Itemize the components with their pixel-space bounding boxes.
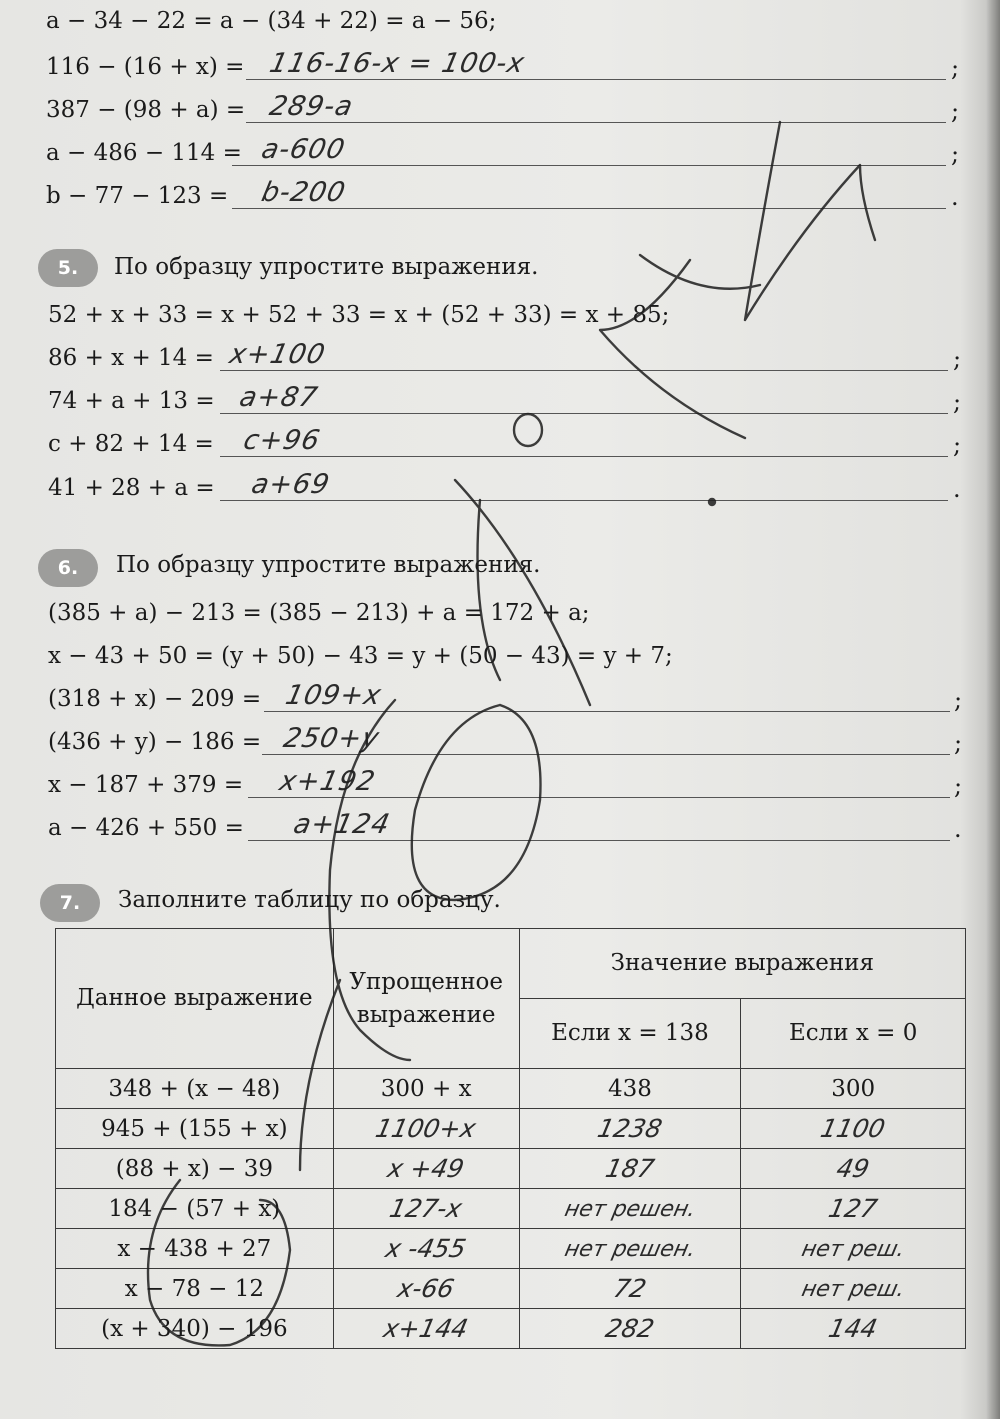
cell-given: 184 − (57 + x): [56, 1189, 334, 1229]
task5-row-1-answer: x+100: [226, 339, 329, 370]
task4-row-4-expr: b − 77 − 123 =: [46, 183, 229, 209]
handwritten-answer: x -455: [383, 1234, 469, 1263]
header-if-0: Если x = 0: [741, 999, 966, 1069]
task5-row-1-expr: 86 + x + 14 =: [48, 345, 214, 371]
table-row: [56, 1229, 966, 1269]
answer-line: [220, 413, 948, 414]
cell-given: (88 + x) − 39: [56, 1149, 334, 1189]
task-7-title: Заполните таблицу по образцу.: [118, 887, 501, 913]
task4-row-1-expr: 116 − (16 + x) =: [46, 54, 245, 80]
scribble-stroke: [412, 705, 541, 900]
cell-value-0: [741, 1189, 966, 1229]
cell-value-0: [741, 1109, 966, 1149]
cell-given: 348 + (x − 48): [56, 1069, 334, 1109]
task6-example-2: x − 43 + 50 = (y + 50) − 43 = y + (50 − 43) = y + 7;: [48, 643, 673, 669]
task-6-badge: 6.: [38, 549, 98, 587]
handwritten-answer: нет реш.: [799, 1236, 908, 1262]
task6-row-1-expr: (318 + x) − 209 =: [48, 686, 262, 712]
answer-line: [262, 754, 950, 755]
cell-value-138: 438: [519, 1069, 741, 1109]
handwritten-answer: нет решен.: [562, 1236, 698, 1262]
cell-value-138: [519, 1269, 741, 1309]
task5-row-3-expr: c + 82 + 14 =: [48, 431, 214, 457]
row-end-mark: ;: [954, 772, 963, 800]
answer-line: [232, 165, 946, 166]
cell-value-0: 300: [741, 1069, 966, 1109]
answer-line: [232, 208, 946, 209]
cell-value-0: [741, 1229, 966, 1269]
task-7-badge: 7.: [40, 884, 100, 922]
row-end-mark: .: [953, 475, 961, 503]
scribble-stroke: [640, 255, 760, 289]
table-row: [56, 1109, 966, 1149]
task4-row-2-expr: 387 − (98 + a) =: [46, 97, 246, 123]
task5-row-4-expr: 41 + 28 + a =: [48, 475, 215, 501]
header-value: Значение выражения: [519, 929, 965, 999]
handwritten-answer: 127-x: [387, 1194, 466, 1223]
handwritten-answer: x+144: [381, 1314, 471, 1343]
task6-row-4-expr: a − 426 + 550 =: [48, 815, 244, 841]
row-end-mark: ;: [951, 140, 960, 168]
cell-value-138: [519, 1149, 741, 1189]
handwritten-answer: 144: [826, 1314, 881, 1343]
row-end-mark: ;: [954, 729, 963, 757]
cell-value-138: [519, 1189, 741, 1229]
answer-line: [248, 840, 950, 841]
task-5-badge: 5.: [38, 249, 98, 287]
task5-row-2-answer: a+87: [236, 382, 321, 413]
answer-line: [248, 797, 950, 798]
cell-simplified: [333, 1189, 519, 1229]
task6-row-3-answer: x+192: [276, 766, 379, 797]
answer-line: [246, 122, 946, 123]
task5-example: 52 + x + 33 = x + 52 + 33 = x + (52 + 33) = x + 85;: [48, 302, 670, 328]
task4-row-3-answer: a-600: [258, 134, 349, 165]
task6-row-2-expr: (436 + y) − 186 =: [48, 729, 262, 755]
handwritten-answer: 49: [834, 1154, 873, 1183]
cell-given: (x + 340) − 196: [56, 1309, 334, 1349]
handwritten-answer: нет решен.: [562, 1196, 698, 1222]
task4-row-3-expr: a − 486 − 114 =: [46, 140, 242, 166]
cell-value-0: [741, 1309, 966, 1349]
answer-line: [264, 711, 950, 712]
handwritten-answer: x +49: [385, 1154, 468, 1183]
table-row: [56, 1149, 966, 1189]
task6-row-3-expr: x − 187 + 379 =: [48, 772, 244, 798]
header-if-138: Если x = 138: [519, 999, 741, 1069]
cell-value-0: [741, 1269, 966, 1309]
answer-line: [220, 456, 948, 457]
row-end-mark: ;: [953, 345, 962, 373]
task5-row-4-answer: a+69: [248, 469, 333, 500]
answer-line: [220, 500, 948, 501]
table-row: [56, 1269, 966, 1309]
page-spine-shadow: [986, 0, 1000, 1419]
task7-table: [55, 928, 966, 1349]
cell-simplified: [333, 1309, 519, 1349]
answer-line: [246, 79, 946, 80]
scribble-stroke: [514, 414, 542, 446]
task4-row-2-answer: 289-a: [266, 91, 357, 122]
handwritten-answer: 72: [610, 1274, 649, 1303]
table-row: [56, 1309, 966, 1349]
task4-row-1-answer: 116-16-x = 100-x: [266, 48, 528, 79]
task-5-title: По образцу упростите выражения.: [114, 254, 539, 280]
header-given: Данное выражение: [56, 929, 334, 1069]
table-row: [56, 1189, 966, 1229]
handwritten-answer: 1238: [595, 1114, 665, 1143]
handwritten-answer: нет реш.: [799, 1276, 908, 1302]
task-6-title: По образцу упростите выражения.: [116, 552, 541, 578]
cell-given: x − 438 + 27: [56, 1229, 334, 1269]
row-end-mark: .: [954, 815, 962, 843]
task6-row-1-answer: 109+x: [282, 680, 385, 711]
table-row: [56, 1069, 966, 1109]
cell-given: 945 + (155 + x): [56, 1109, 334, 1149]
handwritten-answer: 1100+x: [373, 1114, 479, 1143]
row-end-mark: ;: [954, 686, 963, 714]
task4-example: a − 34 − 22 = a − (34 + 22) = a − 56;: [46, 8, 497, 34]
scribble-stroke: [600, 260, 745, 438]
row-end-mark: ;: [953, 388, 962, 416]
row-end-mark: ;: [953, 431, 962, 459]
row-end-mark: .: [951, 183, 959, 211]
task6-row-2-answer: 250+y: [280, 723, 383, 754]
handwritten-answer: x-66: [395, 1274, 458, 1303]
task5-row-2-expr: 74 + a + 13 =: [48, 388, 215, 414]
task6-row-4-answer: a+124: [290, 809, 393, 840]
cell-simplified: [333, 1109, 519, 1149]
handwritten-answer: 127: [826, 1194, 881, 1223]
cell-simplified: [333, 1229, 519, 1269]
cell-simplified: [333, 1269, 519, 1309]
handwritten-answer: 1100: [818, 1114, 889, 1143]
task5-row-3-answer: c+96: [240, 425, 324, 456]
answer-line: [220, 370, 948, 371]
cell-value-138: [519, 1109, 741, 1149]
cell-simplified: [333, 1149, 519, 1189]
header-simplified: [333, 929, 519, 1069]
handwritten-answer: 187: [603, 1154, 657, 1183]
cell-given: x − 78 − 12: [56, 1269, 334, 1309]
cell-value-0: [741, 1149, 966, 1189]
scribble-stroke: [455, 480, 590, 705]
header-simplified-text: Упрощенное выражение: [349, 969, 503, 1028]
task4-row-4-answer: b-200: [258, 177, 349, 208]
cell-simplified: 300 + x: [333, 1069, 519, 1109]
scribble-stroke: [745, 122, 875, 320]
cell-value-138: [519, 1229, 741, 1269]
row-end-mark: ;: [951, 97, 960, 125]
handwritten-answer: 282: [603, 1314, 657, 1343]
cell-value-138: [519, 1309, 741, 1349]
task6-example-1: (385 + a) − 213 = (385 − 213) + a = 172 + a;: [48, 600, 590, 626]
row-end-mark: ;: [951, 54, 960, 82]
